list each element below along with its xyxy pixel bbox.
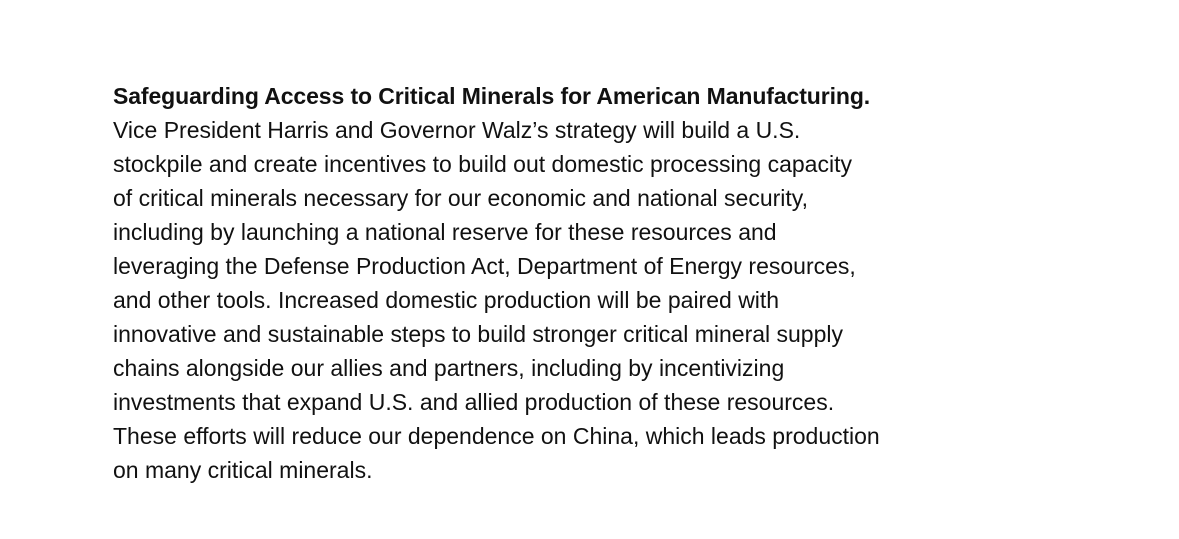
body-line-1: Vice President Harris and Governor Walz’s strategy will build a U.S. xyxy=(113,117,801,143)
body-line-7: innovative and sustainable steps to build stronger critical mineral supply xyxy=(113,321,844,347)
body-line-10: These efforts will reduce our dependence on China, which leads production xyxy=(113,423,880,449)
body-line-6: and other tools. Increased domestic production will be paired with xyxy=(113,287,780,313)
body-line-5: leveraging the Defense Production Act, Department of Energy resources, xyxy=(113,253,856,279)
body-line-2: stockpile and create incentives to build out domestic processing capacity xyxy=(113,151,852,177)
policy-paragraph xyxy=(113,79,1013,487)
section-heading: Safeguarding Access to Critical Minerals for American Manufacturing. xyxy=(113,83,871,109)
body-line-8: chains alongside our allies and partners, including by incentivizing xyxy=(113,355,785,381)
body-line-4: including by launching a national reserve for these resources and xyxy=(113,219,777,245)
body-line-3: of critical minerals necessary for our economic and national security, xyxy=(113,185,808,211)
body-line-11: on many critical minerals. xyxy=(113,457,373,483)
body-line-9: investments that expand U.S. and allied production of these resources. xyxy=(113,389,835,415)
